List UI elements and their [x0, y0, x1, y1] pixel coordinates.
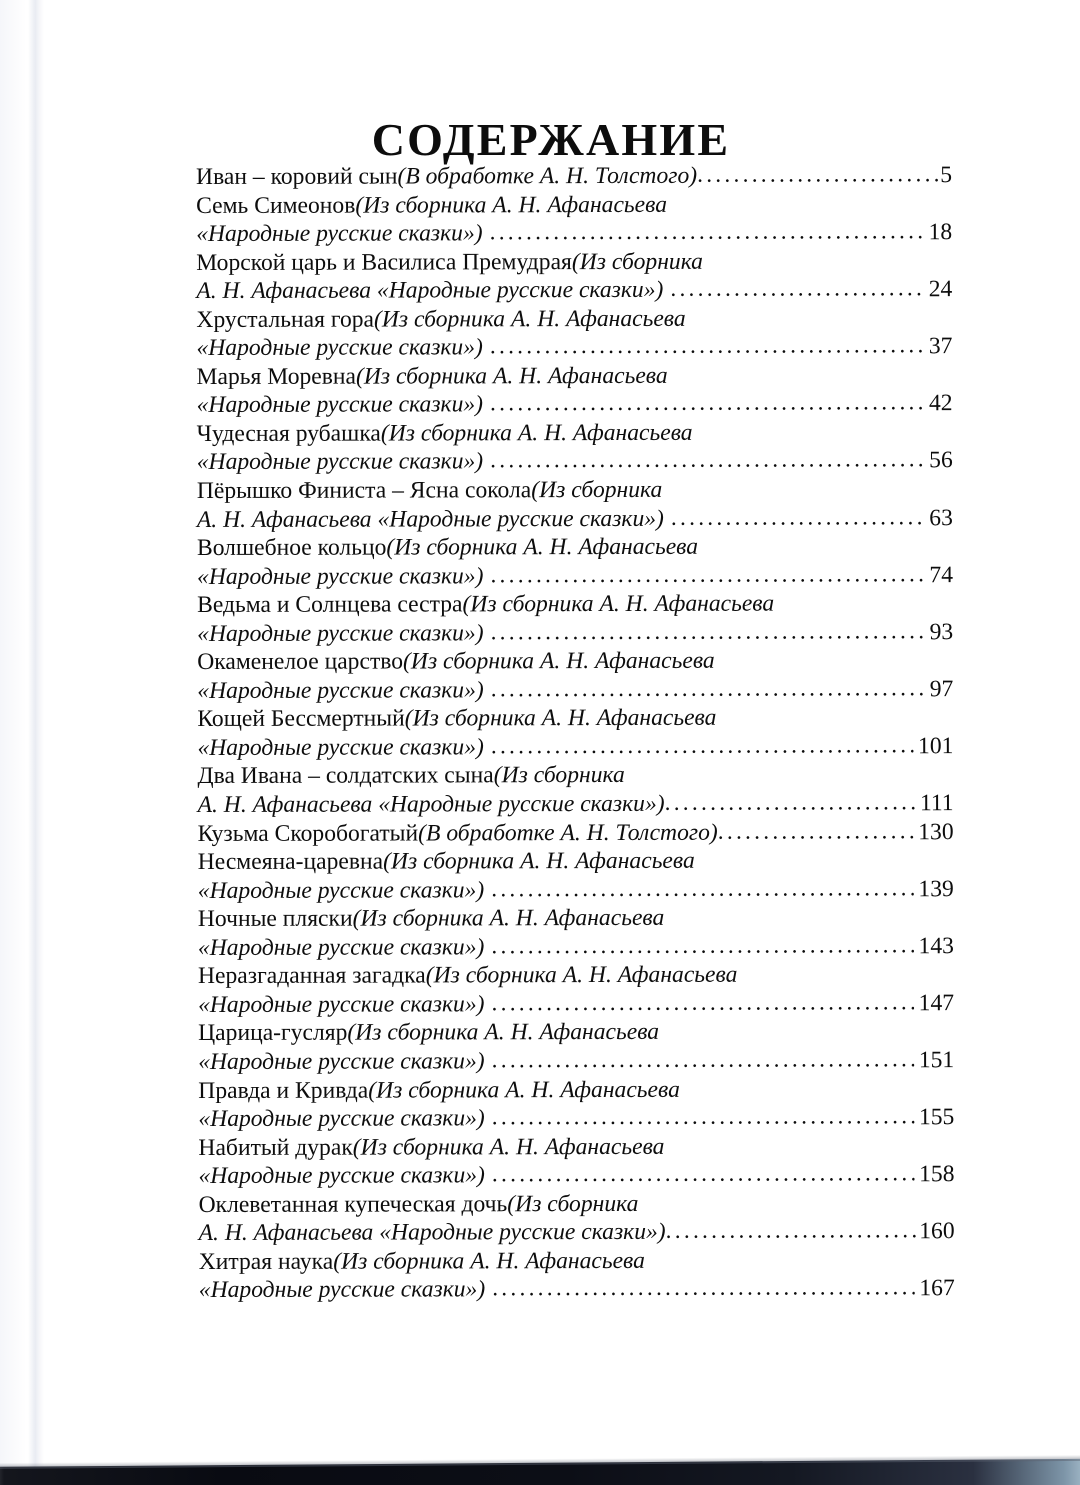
toc-entry-line — [197, 618, 953, 648]
toc-entry-title: Хитрая наука — [198, 1248, 334, 1275]
toc-entry-line — [198, 1160, 954, 1190]
toc-page-number: 143 — [918, 932, 954, 960]
toc-entry-title: Кощей Бессмертный — [197, 705, 405, 733]
toc-entry-line — [198, 1132, 954, 1162]
dot-leader — [671, 503, 924, 532]
toc-entry-line — [197, 504, 953, 534]
toc-entry[interactable] — [198, 1075, 954, 1134]
toc-entry-source-continued: «Народные русские сказки») — [198, 1276, 486, 1304]
page-crease-artifact — [28, 0, 44, 1485]
dot-leader — [490, 560, 924, 590]
toc-entry-title: Иван – коровий сын — [196, 163, 398, 190]
toc-entry[interactable] — [198, 818, 954, 848]
toc-entry[interactable] — [196, 190, 952, 249]
toc-entry[interactable] — [196, 304, 952, 363]
toc-entry-line — [197, 589, 953, 619]
toc-entry[interactable] — [197, 418, 953, 477]
dot-leader — [491, 731, 913, 761]
toc-entry-source: (В обработке А. Н. Толстого) — [418, 819, 718, 847]
toc-entry-source-continued: «Народные русские сказки») — [197, 734, 484, 761]
toc-entry[interactable] — [199, 1189, 955, 1248]
toc-page-number: 56 — [929, 447, 953, 474]
toc-entry-title: Ведьма и Солнцева сестра — [197, 591, 463, 619]
toc-entry-source: (Из сборника — [531, 476, 663, 504]
dot-leader — [490, 389, 924, 419]
toc-entry-line — [199, 1189, 955, 1219]
toc-entry-title: Царица-гусляр — [198, 1020, 348, 1047]
toc-entry-line — [196, 304, 952, 334]
toc-entry-line — [197, 704, 953, 734]
toc-entry-line — [198, 989, 954, 1019]
toc-entry-source: (Из сборника — [493, 762, 625, 789]
page-left-edge-shading — [0, 0, 26, 1485]
toc-entry[interactable] — [197, 589, 953, 648]
dot-leader — [490, 446, 924, 476]
toc-page-number: 97 — [929, 675, 954, 703]
toc-page-number: 158 — [919, 1161, 955, 1188]
toc-entry-line — [196, 190, 952, 220]
toc-entry-source-continued: А. Н. Афанасьева «Народные русские сказки») — [196, 505, 664, 533]
toc-page-number: 42 — [928, 390, 953, 417]
toc-entry[interactable] — [197, 761, 953, 820]
toc-entry-source: (Из сборника А. Н. Афанасьева — [368, 1076, 680, 1104]
toc-entry-line — [198, 960, 954, 990]
toc-entry-title: Правда и Кривда — [198, 1077, 369, 1104]
toc-entry[interactable] — [198, 903, 954, 962]
toc-entry-line — [198, 1046, 954, 1076]
toc-entry-line — [198, 1018, 954, 1048]
toc-entry-line — [197, 532, 953, 562]
toc-entry[interactable] — [197, 532, 953, 591]
toc-entry-title: Окаменелое царство — [197, 648, 404, 676]
toc-entry-title: Марья Моревна — [196, 363, 357, 390]
toc-entry-source: (Из сборника А. Н. Афанасьева — [403, 648, 715, 675]
toc-entry[interactable] — [198, 960, 954, 1019]
dot-leader — [492, 1159, 914, 1189]
toc-entry-line — [196, 275, 952, 305]
toc-page-number: 147 — [918, 990, 955, 1017]
dot-leader — [492, 1102, 914, 1132]
toc-entry-source: (Из сборника А. Н. Афанасьева — [347, 1019, 660, 1047]
toc-entry-line — [199, 1274, 955, 1304]
toc-entry-source: (Из сборника — [571, 248, 703, 275]
toc-entry-source-continued: «Народные русские сказки») — [197, 620, 484, 647]
dot-leader — [718, 817, 919, 846]
toc-entry-line — [196, 361, 952, 391]
toc-entry-source: (Из сборника А. Н. Афанасьева — [462, 590, 775, 618]
page-title: СОДЕРЖАНИЕ — [371, 113, 731, 165]
dot-leader — [666, 1216, 920, 1245]
toc-entry-line — [197, 447, 953, 477]
dot-leader — [491, 617, 925, 647]
dot-leader — [491, 674, 925, 704]
toc-entry-line — [198, 1075, 954, 1105]
toc-entry[interactable] — [198, 1018, 954, 1077]
toc-entry[interactable] — [197, 704, 953, 763]
toc-entry-source-continued: А. Н. Афанасьева «Народные русские сказки») — [197, 790, 665, 819]
toc-entry-source: (Из сборника А. Н. Афанасьева — [355, 191, 668, 219]
dot-leader — [491, 874, 913, 904]
toc-entry-line — [198, 932, 954, 962]
toc-page-number: 130 — [918, 818, 954, 845]
toc-entry-line — [197, 475, 953, 505]
toc-entry[interactable] — [198, 846, 954, 905]
toc-entry-line — [198, 1103, 954, 1133]
toc-entry-line — [196, 218, 952, 248]
toc-entry-line — [198, 789, 954, 819]
toc-entry-source: (Из сборника А. Н. Афанасьева — [373, 305, 686, 333]
toc-entry-line — [197, 675, 953, 705]
dot-leader — [491, 988, 913, 1018]
toc-entry-source: (Из сборника А. Н. Афанасьева — [425, 961, 738, 989]
toc-entry-source-continued: А. Н. Афанасьева «Народные русские сказки») — [196, 277, 664, 305]
toc-entry-line — [197, 561, 953, 591]
toc-entry-title: Пёрышко Финиста – Ясна сокола — [196, 477, 532, 505]
toc-page-number: 139 — [918, 875, 954, 902]
dot-leader — [490, 217, 924, 247]
toc-entry-source: (Из сборника А. Н. Афанасьева — [355, 362, 668, 390]
toc-entry-source-continued: «Народные русские сказки») — [196, 220, 483, 248]
toc-entry-source-continued: А. Н. Афанасьева «Народные русские сказки») — [198, 1219, 666, 1247]
toc-entry-title: Морской царь и Василиса Премудрая — [196, 248, 572, 276]
dot-leader — [492, 1045, 914, 1075]
toc-entry-title: Ночные пляски — [197, 905, 353, 933]
toc-page-number: 37 — [928, 333, 953, 360]
toc-entry[interactable] — [196, 247, 952, 306]
toc-entry-line — [199, 1246, 955, 1276]
toc-entry-line — [197, 646, 953, 676]
toc-entry[interactable] — [199, 1246, 955, 1305]
toc-entry-source-continued: «Народные русские сказки») — [197, 677, 484, 704]
toc-entry-line — [197, 418, 953, 448]
dot-leader — [491, 931, 913, 961]
toc-entry-line — [196, 161, 952, 191]
dot-leader — [490, 332, 924, 362]
toc-entry-source: (Из сборника А. Н. Афанасьева — [333, 1247, 645, 1275]
toc-entry-line — [198, 875, 954, 905]
toc-entry-source-continued: «Народные русские сказки») — [196, 448, 484, 476]
toc-page-number: 63 — [929, 504, 953, 531]
toc-page-number: 151 — [918, 1047, 955, 1074]
toc-entry-title: Кузьма Скоробогатый — [197, 820, 419, 847]
dot-leader — [697, 160, 940, 189]
toc-entry-title: Неразгаданная загадка — [197, 962, 426, 990]
toc-entry-source: (Из сборника А. Н. Афанасьева — [383, 847, 695, 875]
toc-entry-source: (Из сборника А. Н. Афанасьева — [352, 1133, 665, 1161]
toc-entry-line — [197, 390, 953, 420]
toc-entry-title: Два Ивана – солдатских сына — [197, 762, 494, 790]
toc-entry-source: (Из сборника А. Н. Афанасьева — [352, 905, 665, 932]
toc-page-number: 5 — [940, 162, 953, 189]
toc-entry-source-continued: «Народные русские сказки») — [198, 1048, 485, 1075]
toc-entry-title: Хрустальная гора — [196, 306, 375, 333]
toc-page-number: 24 — [928, 276, 953, 303]
toc-page-number: 74 — [929, 561, 954, 588]
toc-entry[interactable] — [196, 361, 952, 420]
dot-leader — [492, 1274, 914, 1304]
book-edge-shadow — [0, 1459, 1080, 1485]
toc-entry-source: (Из сборника А. Н. Афанасьева — [386, 533, 699, 561]
toc-page-number: 93 — [929, 618, 954, 645]
dot-leader — [670, 274, 923, 303]
table-of-contents-list — [196, 161, 955, 1305]
toc-entry-source-continued: «Народные русские сказки») — [198, 991, 485, 1018]
toc-entry-line — [197, 761, 953, 791]
toc-entry-source: (Из сборника А. Н. Афанасьева — [404, 705, 717, 732]
toc-page-number: 111 — [919, 790, 954, 817]
dot-leader — [665, 788, 920, 817]
toc-entry[interactable] — [197, 646, 953, 705]
toc-entry[interactable] — [197, 475, 953, 534]
toc-entry-source: (Из сборника А. Н. Афанасьева — [380, 419, 693, 447]
toc-entry-source-continued: «Народные русские сказки») — [196, 334, 483, 362]
toc-entry-source-continued: «Народные русские сказки») — [198, 1162, 485, 1190]
toc-entry-source: (Из сборника — [507, 1190, 639, 1217]
toc-entry-source-continued: «Народные русские сказки») — [196, 391, 484, 419]
toc-entry-title: Набитый дурак — [198, 1134, 353, 1161]
toc-entry-line — [198, 818, 954, 848]
toc-entry-line — [196, 332, 952, 362]
toc-entry-line — [196, 247, 952, 277]
toc-page-number: 155 — [918, 1104, 955, 1131]
toc-entry-line — [198, 903, 954, 933]
toc-page-number: 167 — [919, 1275, 955, 1302]
toc-entry[interactable] — [198, 1132, 954, 1191]
toc-entry-title: Несмеяна-царевна — [197, 848, 384, 876]
toc-page-number: 18 — [928, 219, 953, 246]
toc-entry-source-continued: «Народные русские сказки») — [198, 1105, 485, 1133]
toc-page-number: 160 — [919, 1218, 955, 1245]
toc-entry-source: (В обработке А. Н. Толстого) — [397, 162, 698, 190]
toc-entry-line — [197, 732, 953, 762]
toc-entry-source-continued: «Народные русские сказки») — [197, 934, 485, 961]
toc-entry-line — [199, 1217, 955, 1247]
toc-entry-title: Семь Симеонов — [196, 192, 356, 219]
toc-entry-title: Чудесная рубашка — [196, 420, 381, 447]
toc-entry-source-continued: «Народные русские сказки») — [197, 876, 485, 904]
toc-entry-title: Оклеветанная купеческая дочь — [198, 1190, 508, 1218]
toc-entry-line — [198, 846, 954, 876]
toc-entry[interactable] — [196, 161, 952, 191]
toc-page-number: 101 — [918, 733, 954, 760]
toc-entry-source-continued: «Народные русские сказки») — [196, 562, 484, 590]
toc-entry-title: Волшебное кольцо — [196, 534, 387, 562]
